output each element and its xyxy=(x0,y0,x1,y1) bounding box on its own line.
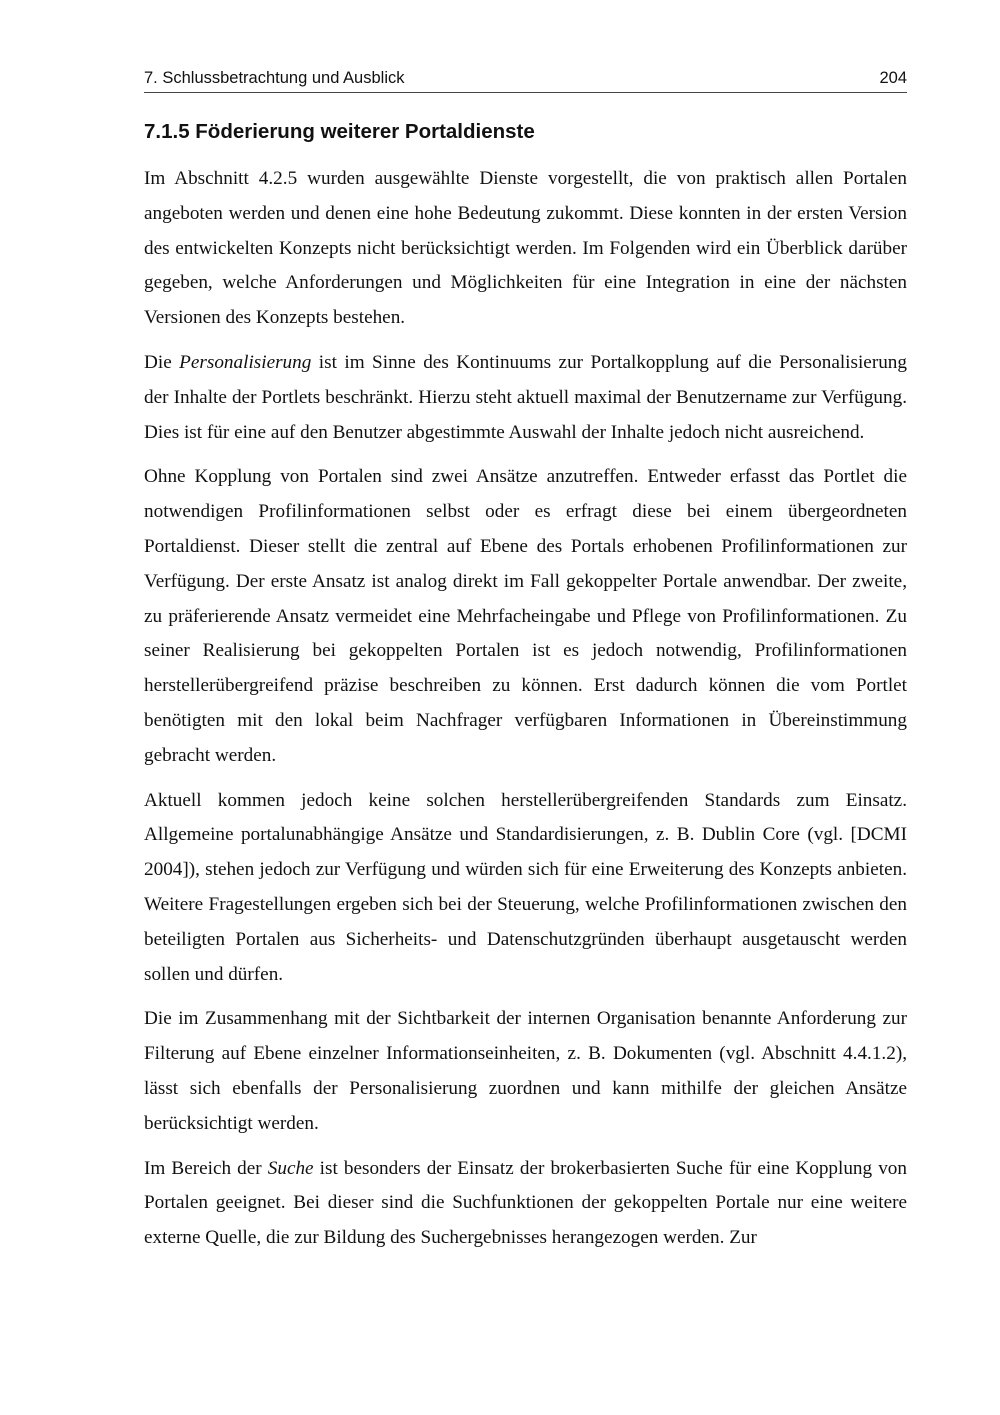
paragraph-2 xyxy=(144,346,907,450)
term-suche: Suche xyxy=(267,1157,314,1179)
paragraph-6 xyxy=(144,1152,907,1256)
paragraph-4: Aktuell kommen jedoch keine solchen herstellerübergreifenden Standards zum Einsatz. Allgemeine portalunabhängige Ansätze und Standardisierungen, z. B. Dublin Core (vgl. [DCMI 2004]), stehen jedoch zur Verfügung und würden sich für eine Erweiterung des Konzepts anbieten. Weitere Fragestellungen ergeben sich bei der Steuerung, welche Profilinformationen zwischen den beteiligten Portalen aus Sicherheits- und Datenschutzgründen überhaupt ausgetauscht werden sollen und dürfen. xyxy=(144,789,907,985)
paragraph-1: Im Abschnitt 4.2.5 wurden ausgewählte Dienste vorgestellt, die von praktisch allen Portalen angeboten werden und denen eine hohe Bedeutung zukommt. Diese konnten in der ersten Version des entwickelten Konzepts nicht berücksichtigt werden. Im Folgenden wird ein Überblick darüber gegeben, welche Anforderungen und Möglichkeiten für eine Integration in eine der nächsten Versionen des Konzepts bestehen. xyxy=(144,168,907,329)
paragraph-6-lead: Im Bereich der xyxy=(144,1157,268,1179)
paragraph-2-rest: ist im Sinne des Kontinuums zur Portalkopplung auf die Personalisierung der Inhalte der Portlets beschränkt. Hierzu steht aktuell maximal der Benutzername zur Verfügung. Dies ist für eine auf den Benutzer abgestimmte Auswahl der Inhalte jedoch nicht ausreichend. xyxy=(144,351,907,443)
chapter-title: 7. Schlussbetrachtung und Ausblick xyxy=(144,69,405,87)
page-number: 204 xyxy=(879,69,907,87)
paragraph-2-lead: Die xyxy=(144,351,180,373)
section-heading: 7.1.5 Föderierung weiterer Portaldienste xyxy=(144,120,535,143)
body-text xyxy=(144,162,907,1266)
paragraph-6-rest: ist besonders der Einsatz der brokerbasierten Suche für eine Kopplung von Portalen geeignet. Bei dieser sind die Suchfunktionen der gekoppelten Portale nur eine weitere externe Quelle, die zur Bildung des Suchergebnisses herangezogen werden. Zur xyxy=(144,1157,907,1249)
term-personalisierung: Personalisierung xyxy=(179,351,312,373)
paragraph-3: Ohne Kopplung von Portalen sind zwei Ansätze anzutreffen. Entweder erfasst das Portlet die notwendigen Profilinformationen selbst oder es erfragt diese bei einem übergeordneten Portaldienst. Dieser stellt die zentral auf Ebene des Portals erhobenen Profilinformationen zur Verfügung. Der erste Ansatz ist analog direkt im Fall gekoppelter Portale anwendbar. Der zweite, zu präferierende Ansatz vermeidet eine Mehrfacheingabe und Pflege von Profilinformationen. Zu seiner Realisierung bei gekoppelten Portalen ist es jedoch notwendig, Profilinformationen herstellerübergreifend präzise beschreiben zu können. Erst dadurch können die vom Portlet benötigten mit den lokal beim Nachfrager verfügbaren Informationen in Übereinstimmung gebracht werden. xyxy=(144,466,907,766)
paragraph-5: Die im Zusammenhang mit der Sichtbarkeit der internen Organisation benannte Anforderung zur Filterung auf Ebene einzelner Informationseinheiten, z. B. Dokumenten (vgl. Abschnitt 4.4.1.2), lässt sich ebenfalls der Personalisierung zuordnen und kann mithilfe der gleichen Ansätze berücksichtigt werden. xyxy=(144,1008,907,1134)
running-header xyxy=(144,66,907,93)
